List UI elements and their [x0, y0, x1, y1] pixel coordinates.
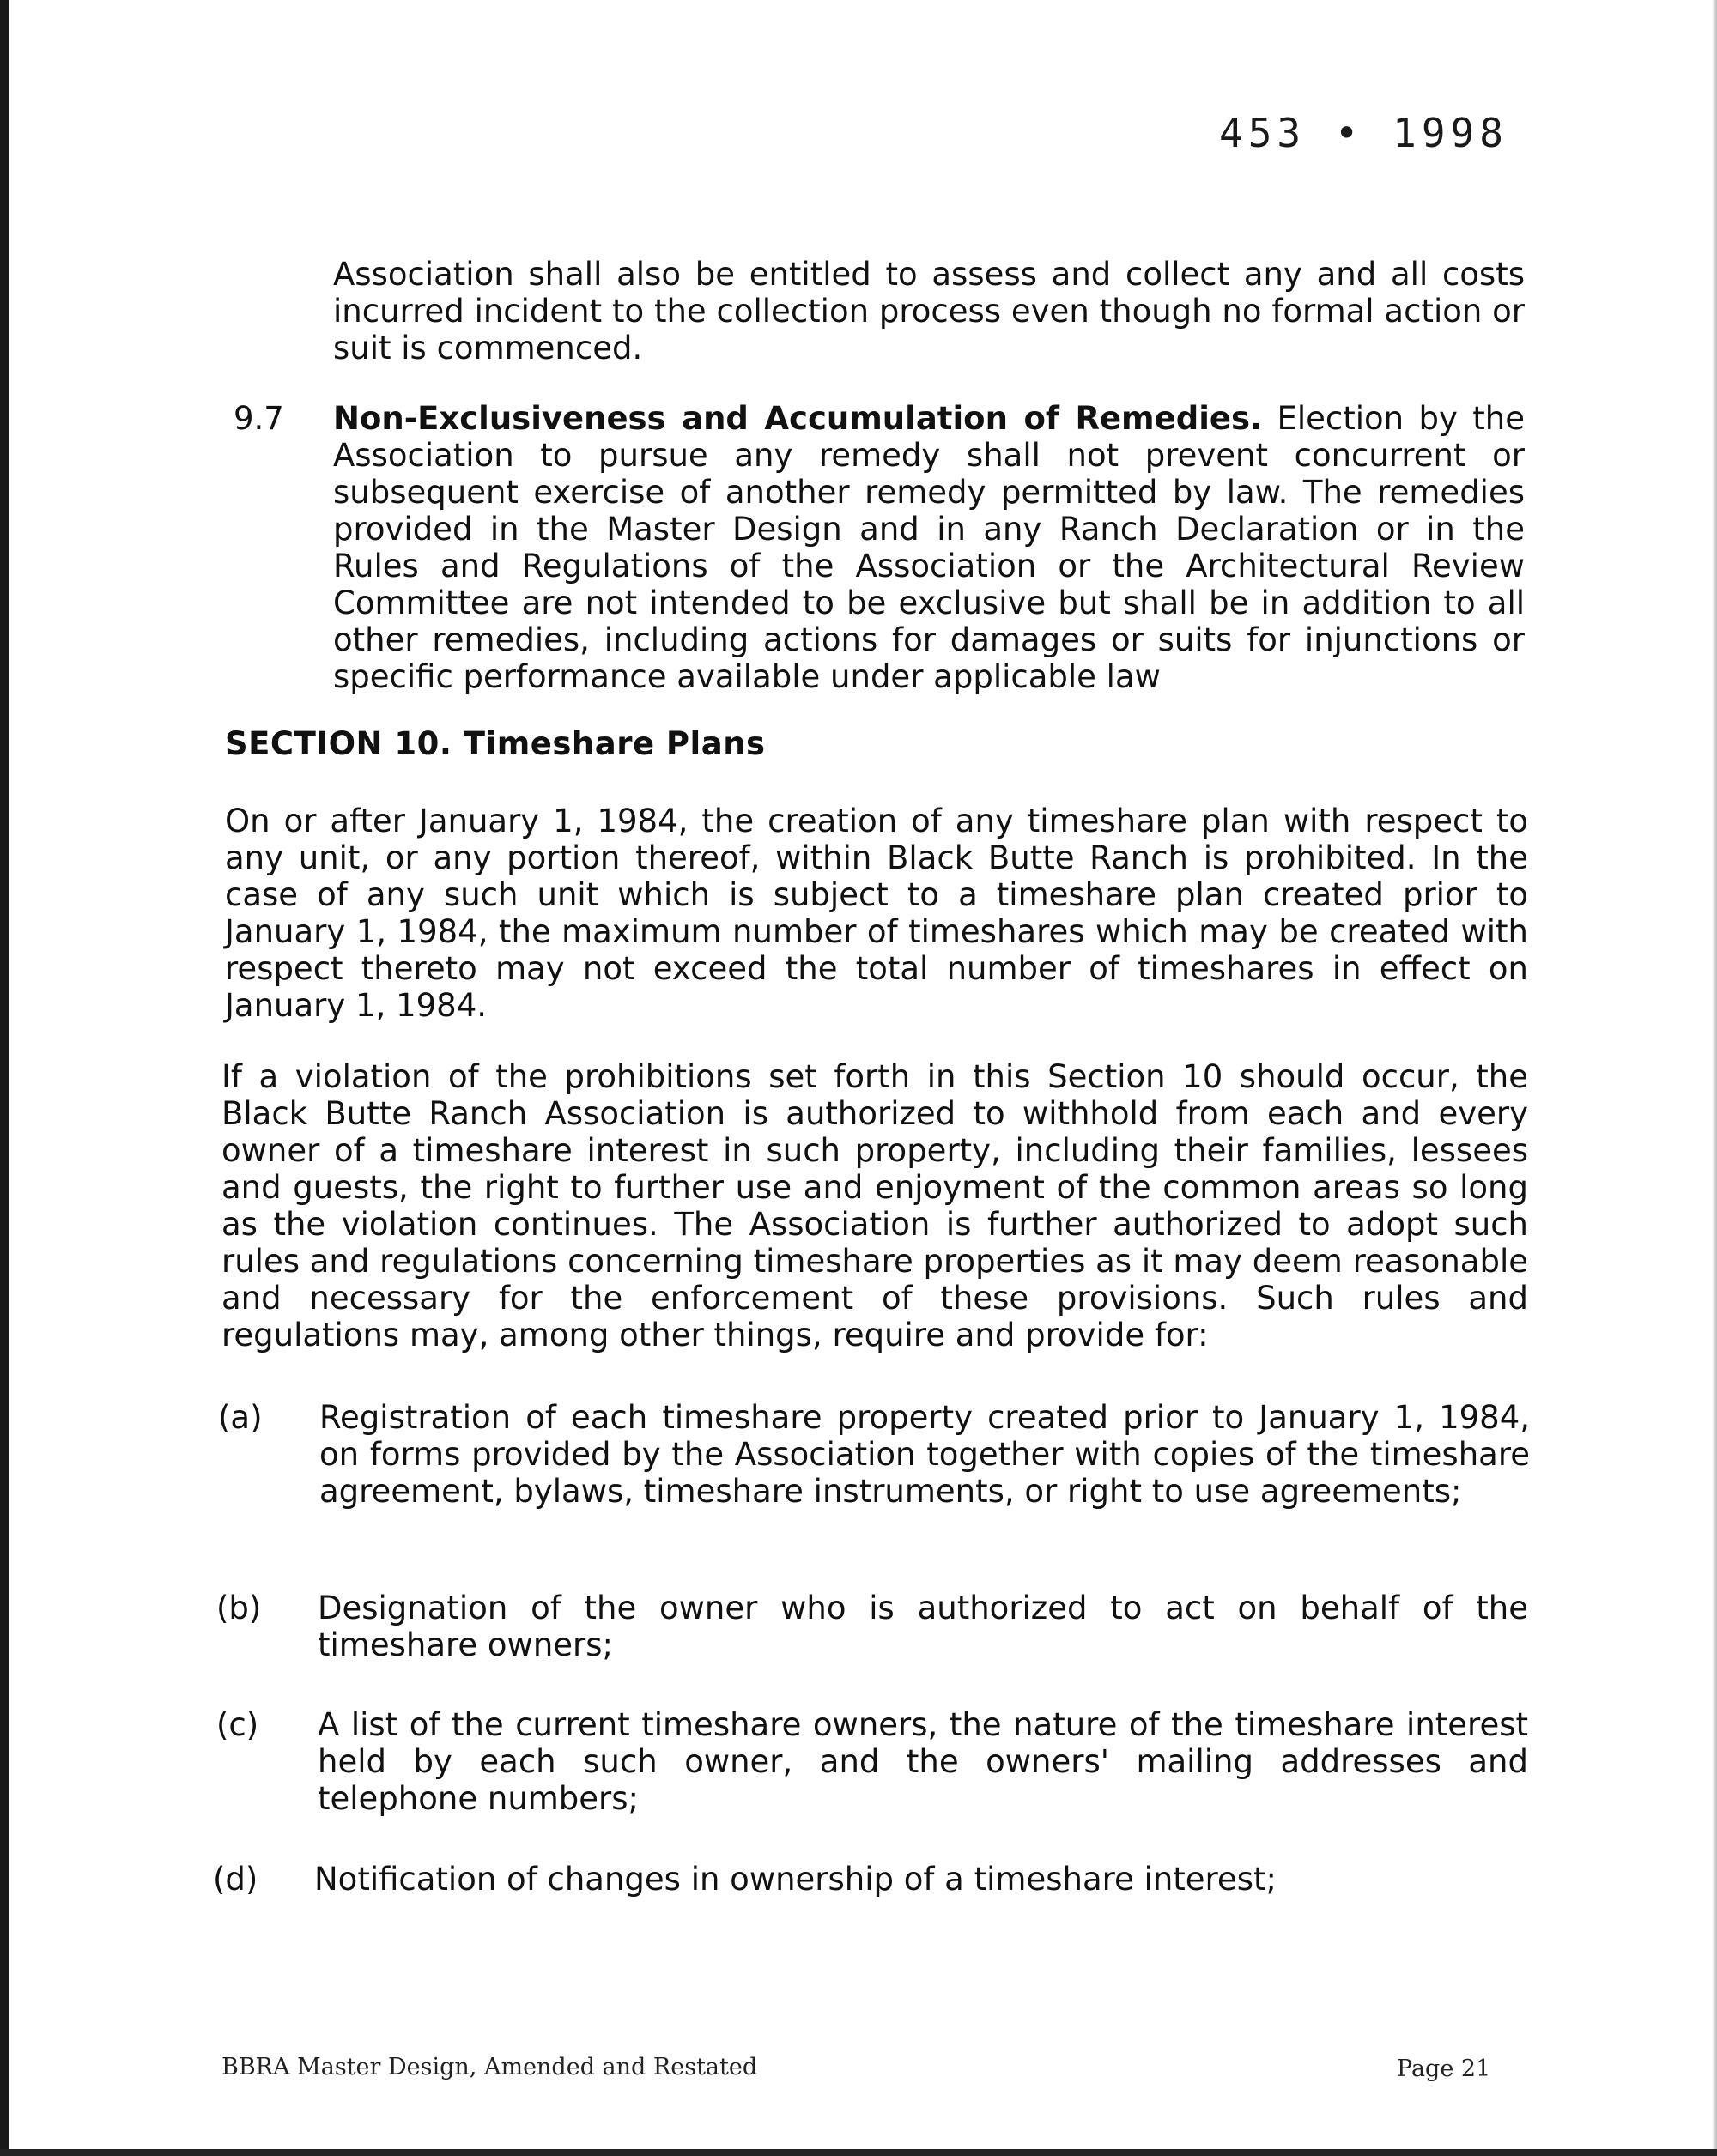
list-item-label: (d) — [213, 1861, 258, 1898]
list-item-d — [213, 1861, 1526, 1904]
footer-document-title: BBRA Master Design, Amended and Restated — [221, 2054, 758, 2080]
list-item-label: (c) — [216, 1706, 259, 1743]
scan-edge-left — [0, 0, 9, 2156]
list-item-text: Designation of the owner who is authorized to act on behalf of the timeshare owners; — [318, 1590, 1528, 1663]
list-item-text: A list of the current timeshare owners, the nature of the timeshare interest held by each such owner, and the owners' mailing addresses and telephone numbers; — [318, 1706, 1528, 1817]
document-number: 453 • 1998 — [1219, 110, 1508, 156]
footer-page-number: Page 21 — [1397, 2056, 1491, 2082]
section-9-7-number: 9.7 — [234, 400, 284, 437]
list-item-a — [218, 1399, 1532, 1553]
list-item-label: (a) — [218, 1399, 263, 1436]
section-10-heading: SECTION 10. Timeshare Plans — [225, 725, 766, 762]
list-item-label: (b) — [216, 1590, 262, 1626]
section-9-7-paragraph — [333, 400, 1525, 695]
section-9-7-text: Election by the Association to pursue any remedy shall not prevent concurrent or subsequent exercise of another remedy permitted by law. The remedies provided in the Master Design and in any Ranch Declaration or in the Rules and Regulations of the Association or the Architectural Review Committee are not intended to be exclusive but shall be in addition to all other remedies, including actions for damages or suits for injunctions or specific performance available under applicable law — [333, 400, 1526, 695]
list-item-text: Notification of changes in ownership of a timeshare interest; — [314, 1861, 1277, 1898]
list-item-text: Registration of each timeshare property created prior to January 1, 1984, on forms provided by the Association together with copies of the timeshare agreement, bylaws, timeshare instruments, or right to use agreements; — [319, 1399, 1530, 1510]
scan-edge-right — [1712, 0, 1717, 2156]
section-9-7-title: Non-Exclusiveness and Accumulation of Remedies. — [333, 400, 1263, 437]
list-item-b — [216, 1590, 1530, 1667]
section-10-paragraph-2: If a violation of the prohibitions set forth in this Section 10 should occur, the Black Butte Ranch Association is authorized to withhold from each and every owner of a timeshare interest in such property, including their families, lessees and guests, the right to further use and enjoyment of the common areas so long as the violation continues. The Association is further authorized to adopt such rules and regulations concerning timeshare properties as it may deem reasonable and necessary for the enforcement of these provisions. Such rules and regulations may, among other things, require and provide for: — [221, 1058, 1528, 1354]
scan-edge-bottom — [0, 2149, 1717, 2156]
list-item-c — [216, 1706, 1530, 1826]
carryover-paragraph: Association shall also be entitled to assess and collect any and all costs incurred incident to the collection process even though no formal action or suit is commenced. — [333, 256, 1525, 366]
section-10-paragraph-1: On or after January 1, 1984, the creation of any timeshare plan with respect to any unit, or any portion thereof, within Black Butte Ranch is prohibited. In the case of any such unit which is subject to a timeshare plan created prior to January 1, 1984, the maximum number of timeshares which may be created with respect thereto may not exceed the total number of timeshares in effect on January 1, 1984. — [225, 802, 1528, 1024]
